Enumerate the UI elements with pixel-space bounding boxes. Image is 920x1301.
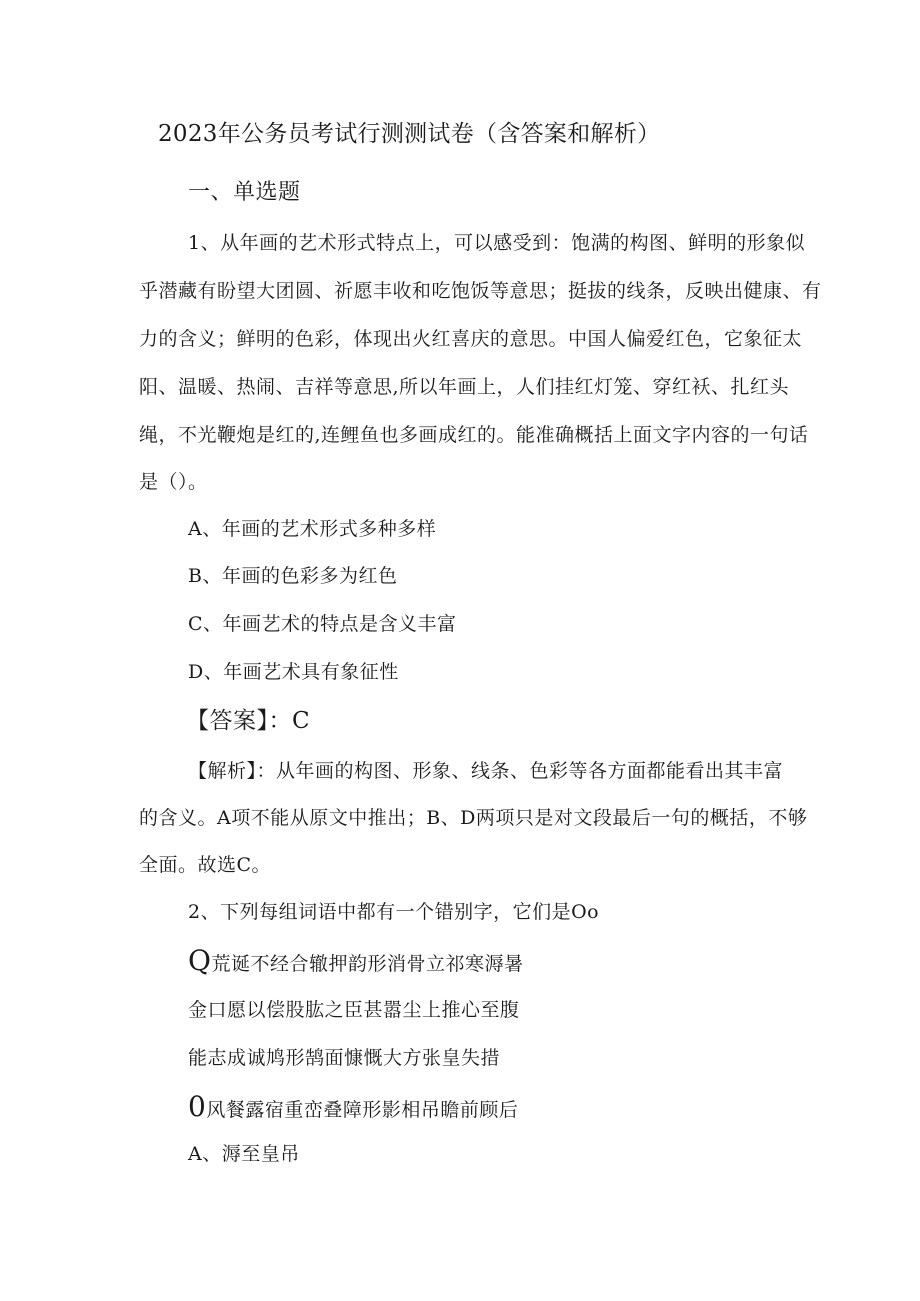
group-text: 金口愿以偿股肱之臣甚嚣尘上推心至腹	[188, 999, 520, 1021]
group-text: 能志成诚鸠形鹄面慷慨大方张皇失措	[188, 1047, 501, 1069]
group-text: 风餐露宿重峦叠障形影相吊瞻前顾后	[206, 1099, 519, 1121]
question-1-option-b: B、年画的色彩多为红色	[188, 565, 398, 587]
question-2-group-2	[188, 998, 520, 1022]
question-2-group-4	[188, 1090, 519, 1123]
question-1-stem-line: 力的含义；鲜明的色彩，体现出火红喜庆的意思。中国人偏爱红色，它象征太	[139, 328, 803, 350]
section-heading: 一、单选题	[188, 180, 301, 205]
question-1-explanation-line: 全面。故选C。	[139, 854, 272, 876]
question-1-explanation-line: 的含义。A项不能从原文中推出；B、D两项只是对文段最后一句的概括，不够	[139, 807, 808, 829]
question-2-group-3	[188, 1046, 500, 1070]
question-1-option-c: C、年画艺术的特点是含义丰富	[188, 613, 457, 635]
question-1-stem-line: 阳、温暖、热闹、吉祥等意思,所以年画上，人们挂红灯笼、穿红袄、扎红头	[139, 376, 790, 398]
question-1-explanation-line: 【解析】：从年画的构图、形象、线条、色彩等各方面都能看出其丰富	[188, 760, 784, 782]
group-text: 荒诞不经合辙押韵形消骨立祁寒溽暑	[211, 953, 524, 975]
group-marker: 0	[188, 1090, 207, 1123]
question-1-answer: 【答案】：C	[186, 708, 311, 734]
question-1-stem-line: 1、从年画的艺术形式特点上，可以感受到：饱满的构图、鲜明的形象似	[188, 232, 806, 254]
question-2-option-a: A、溽至皇吊	[188, 1143, 300, 1165]
question-1-stem-line: 是（）。	[139, 471, 208, 493]
question-1-option-a: A、年画的艺术形式多种多样	[188, 518, 437, 540]
question-1-stem-line: 绳，不光鞭炮是红的,连鲤鱼也多画成红的。能准确概括上面文字内容的一句话	[139, 424, 809, 446]
question-2-group-1	[188, 944, 524, 977]
question-2-stem: 2、下列每组词语中都有一个错别字，它们是Oo	[188, 901, 600, 923]
group-marker: Q	[188, 944, 212, 977]
question-1-stem-line: 乎潜藏有盼望大团圆、祈愿丰收和吃饱饭等意思；挺拔的线条，反映出健康、有	[139, 280, 822, 302]
question-1-option-d: D、年画艺术具有象征性	[188, 661, 399, 683]
document-title: 2023年公务员考试行测测试卷（含答案和解析）	[158, 121, 661, 147]
